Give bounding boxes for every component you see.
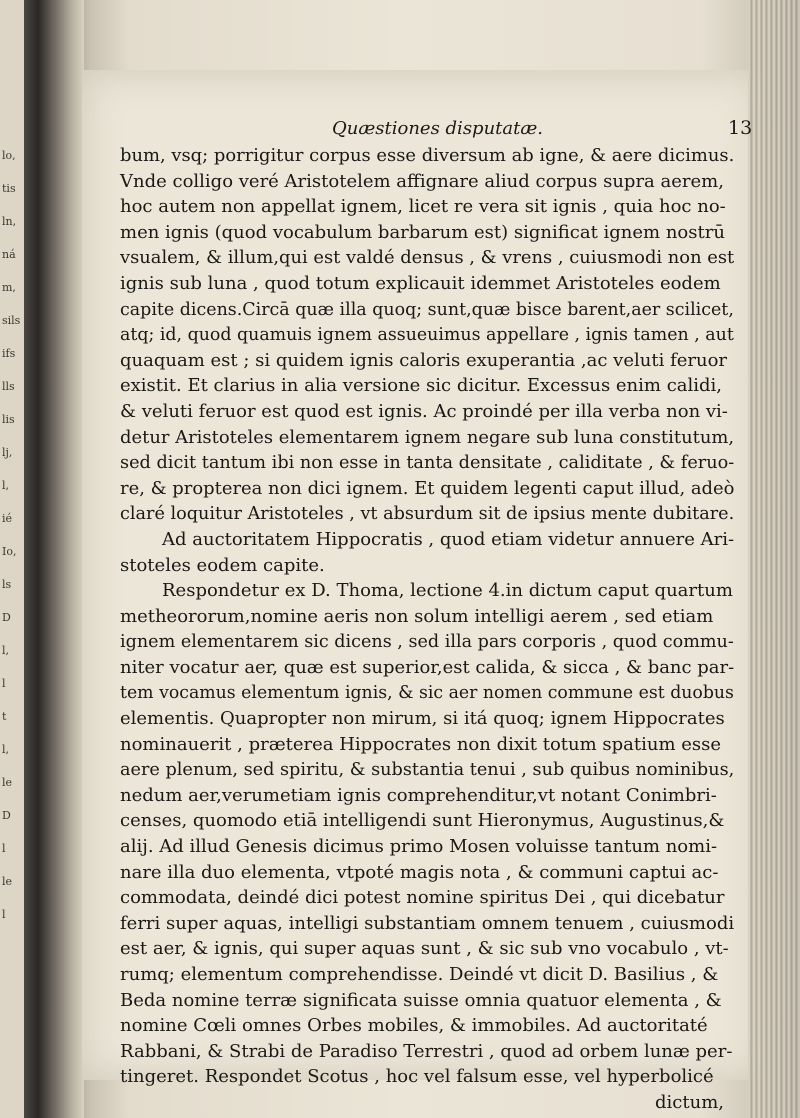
- facing-page-fragment: D: [2, 809, 11, 822]
- text-line: bum, vsq; porrigitur corpus esse diversum ab igne, & aere dicimus.: [120, 145, 735, 166]
- text-line: censes, quomodo etiā intelligendi sunt Hieronymus, Augustinus,&: [120, 810, 725, 832]
- facing-page-fragment: l: [2, 908, 6, 921]
- text-line: stoteles eodem capite.: [120, 554, 325, 576]
- text-line: vsualem, & illum,qui est valdé densus , & vrens , cuiusmodi non est: [120, 247, 735, 269]
- facing-page-fragment: lis: [2, 413, 15, 426]
- facing-page-fragment: lj,: [2, 446, 13, 459]
- facing-page-fragment: lls: [2, 380, 15, 393]
- text-line: & veluti feruor est quod est ignis. Ac proindé per illa verba non vi-: [120, 400, 728, 422]
- text-line: quaquam est ; si quidem ignis caloris exuperantia ,ac veluti feruor: [120, 349, 728, 371]
- body-text: [120, 143, 734, 1116]
- text-line: existit. Et clarius in alia versione sic dicitur. Excessus enim calidi,: [120, 375, 723, 397]
- text-line: nomine Cœli omnes Orbes mobiles, & immobiles. Ad auctoritaté: [120, 1015, 708, 1037]
- facing-page-fragment: D: [2, 611, 11, 624]
- text-line: aere plenum, sed spiritu, & substantia tenui , sub quibus nominibus,: [120, 759, 735, 781]
- text-line: sed dicit tantum ibi non esse in tanta densitate , caliditate , & feruo-: [120, 452, 735, 474]
- text-line: Respondetur ex D. Thoma, lectione 4.in dictum caput quartum: [162, 580, 733, 602]
- facing-page-fragment: l,: [2, 479, 10, 492]
- facing-page-fragment: l: [2, 842, 6, 855]
- text-line: ignem elementarem sic dicens , sed illa pars corporis , quod commu-: [120, 631, 734, 653]
- text-line: men ignis (quod vocabulum barbarum est) significat ignem nostrū: [120, 221, 725, 243]
- text-line: Ad auctoritatem Hippocratis , quod etiam videtur annuere Ari-: [162, 528, 735, 550]
- text-line: atq; id, quod quamuis ignem assueuimus appellare , ignis tamen , aut: [120, 324, 734, 346]
- text-line: Vnde colligo veré Aristotelem affignare aliud corpus supra aerem,: [120, 170, 724, 192]
- text-line: metheororum,nomine aeris non solum intelligi aerem , sed etiam: [120, 605, 714, 627]
- text-line: tingeret. Respondet Scotus , hoc vel falsum esse, vel hyperbolicé: [120, 1066, 714, 1088]
- facing-page-fragment: m,: [2, 281, 16, 294]
- text-line: Rabbani, & Strabi de Paradiso Terrestri , quod ad orbem lunæ per-: [120, 1040, 733, 1062]
- facing-page-fragment: ls: [2, 578, 12, 591]
- text-line: ignis sub luna , quod totum explicauit idemmet Aristoteles eodem: [120, 272, 721, 294]
- text-line: hoc autem non appellat ignem, licet re vera sit ignis , quia hoc no-: [120, 196, 726, 218]
- facing-page-fragment: sils: [2, 314, 21, 327]
- facing-page-fragment: l: [2, 677, 6, 690]
- text-line: claré loquitur Aristoteles , vt absurdum sit de ipsius mente dubitare.: [120, 503, 735, 525]
- facing-page-fragment: Io,: [2, 545, 17, 558]
- book-gutter: [24, 0, 84, 1118]
- facing-page-fragment: t: [2, 710, 7, 723]
- page-stack-edge: [748, 0, 800, 1118]
- text-line: elementis. Quapropter non mirum, si itá quoq; ignem Hippocrates: [120, 708, 725, 730]
- text-line: commodata, deindé dici potest nomine spiritus Dei , qui dicebatur: [120, 887, 725, 909]
- text-line: tem vocamus elementum ignis, & sic aer nomen commune est duobus: [120, 682, 734, 704]
- text-line: rumq; elementum comprehendisse. Deindé vt dicit D. Basilius , &: [120, 964, 719, 985]
- catchword: dictum,: [655, 1091, 724, 1113]
- facing-page-fragment: l,: [2, 644, 10, 657]
- text-line: Beda nomine terræ significata suisse omnia quatuor elementa , &: [120, 989, 722, 1011]
- text-line: nare illa duo elementa, vtpoté magis nota , & communi captui ac-: [120, 861, 719, 883]
- text-line: nominauerit , præterea Hippocrates non dixit totum spatium esse: [120, 733, 722, 755]
- running-title: Quæstiones disputatæ.: [332, 118, 544, 139]
- facing-page-fragment: ifs: [2, 347, 16, 360]
- text-line: capite dicens.Circā quæ illa quoq; sunt,quæ bisce barent,aer scilicet,: [120, 298, 734, 320]
- text-line: est aer, & ignis, qui super aquas sunt , & sic sub vno vocabulo , vt-: [120, 938, 729, 960]
- text-line: re, & propterea non dici ignem. Et quidem legenti caput illud, adeò: [120, 477, 735, 499]
- text-line: niter vocatur aer, quæ est superior,est calida, & sicca , & banc par-: [120, 656, 735, 678]
- facing-page-fragment: ná: [2, 248, 16, 261]
- text-line: detur Aristoteles elementarem ignem negare sub luna constitutum,: [120, 426, 735, 448]
- facing-page-fragment: lo,: [2, 149, 16, 162]
- text-line: alij. Ad illud Genesis dicimus primo Mosen voluisse tantum nomi-: [120, 836, 718, 858]
- facing-page-fragment: l,: [2, 743, 10, 756]
- text-line: nedum aer,verumetiam ignis comprehenditur,vt notant Conimbri-: [120, 784, 717, 806]
- facing-page-fragment: ln,: [2, 215, 17, 228]
- facing-page-fragment: le: [2, 776, 13, 789]
- page-number: 13: [728, 117, 753, 139]
- text-line: ferri super aquas, intelligi substantiam omnem tenuem , cuiusmodi: [120, 912, 735, 934]
- facing-page-fragment: ié: [2, 512, 13, 525]
- facing-page-edge: [0, 0, 24, 1118]
- facing-page-fragment: tis: [2, 182, 16, 195]
- facing-page-fragment: le: [2, 875, 13, 888]
